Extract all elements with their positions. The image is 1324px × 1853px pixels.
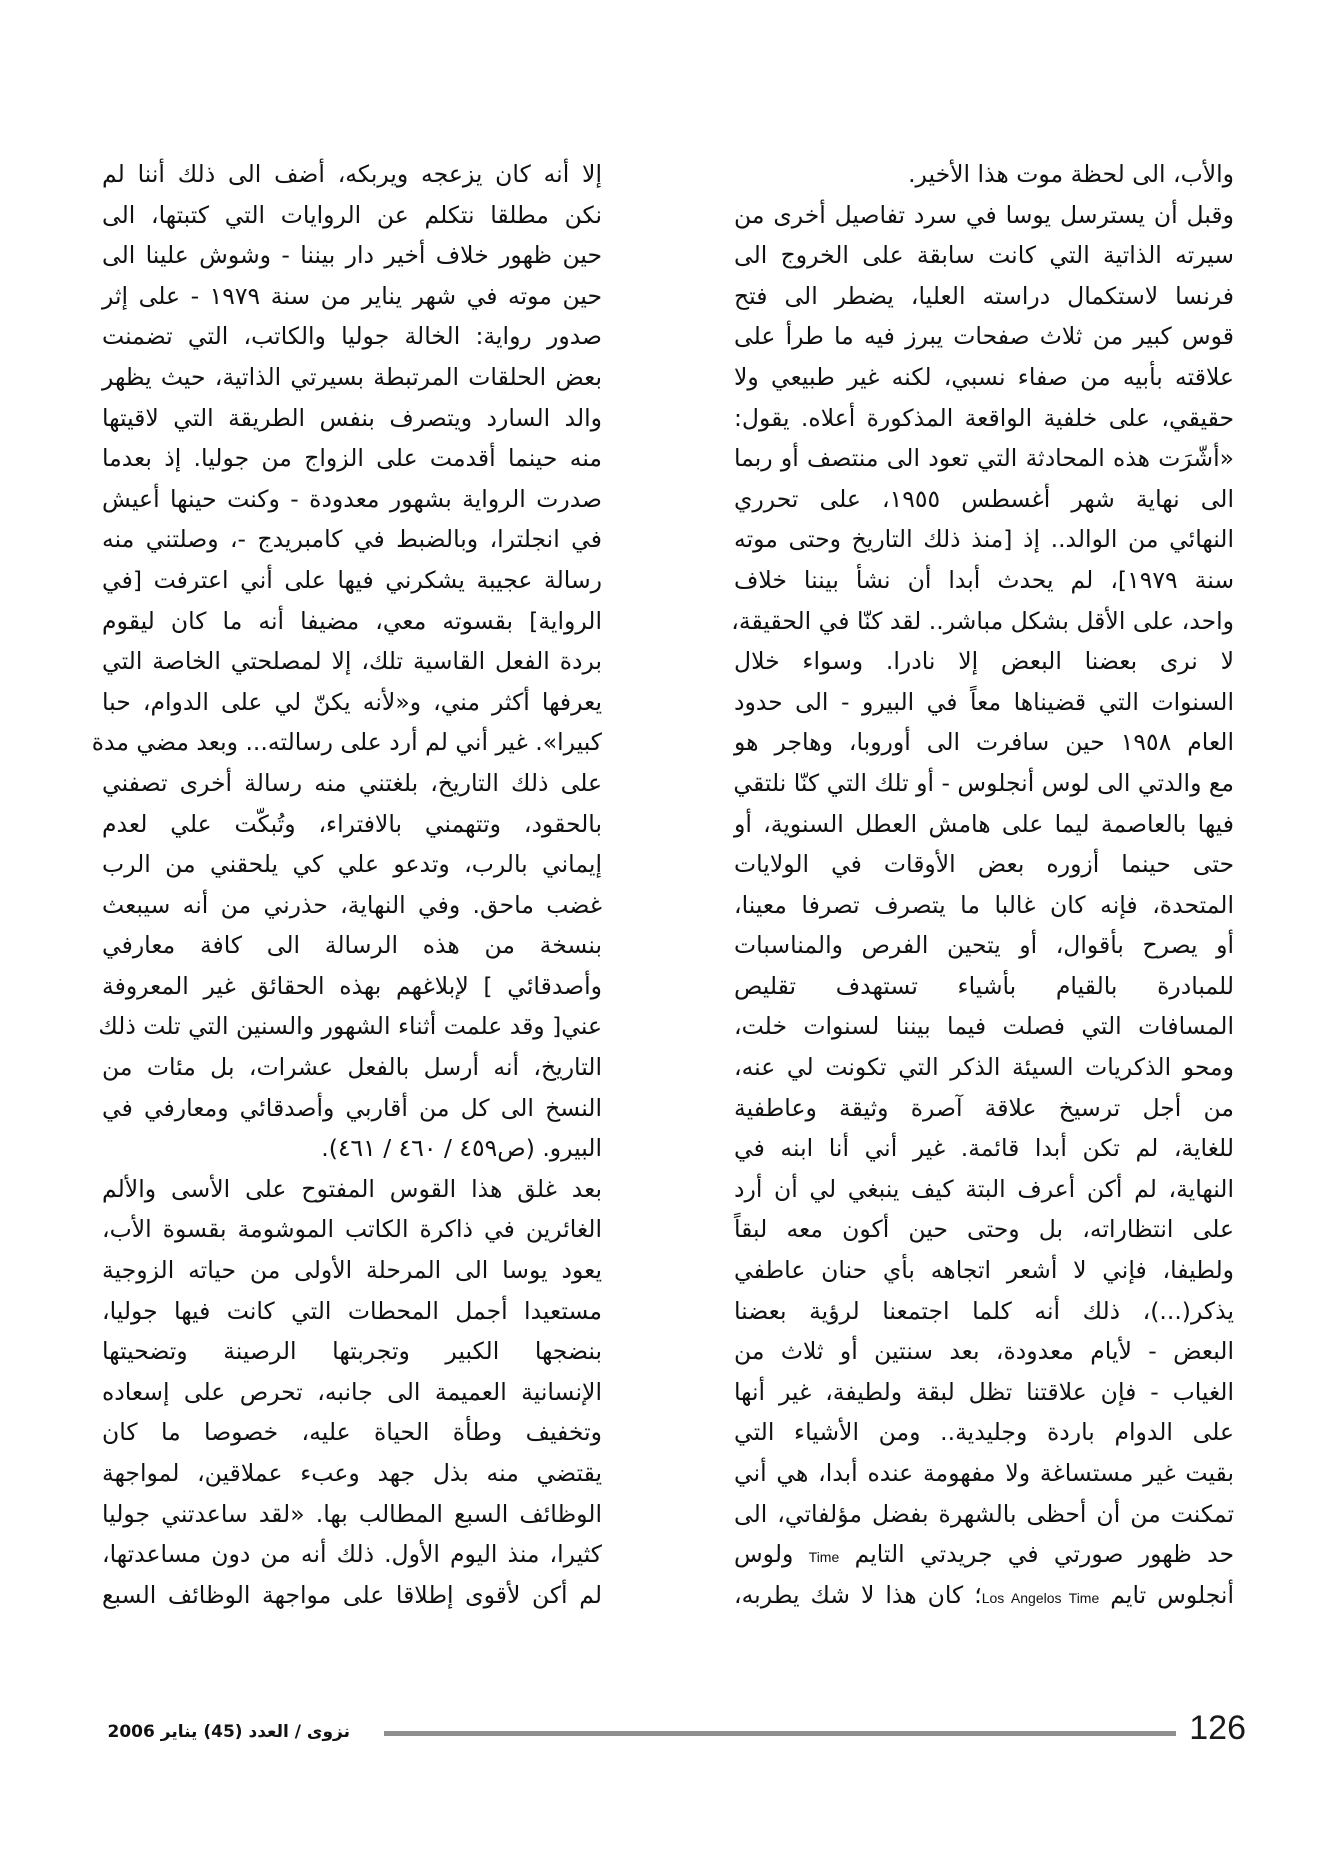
text-line: «أشّرَت هذه المحادثة التي تعود الى منتصف أو ربما — [734, 444, 1234, 473]
text-line: حقيقي، على خلفية الواقعة المذكورة أعلاه. يقول: — [734, 403, 1234, 432]
latin-term: Los Angelos Time — [981, 1589, 1100, 1606]
text-line: حين ظهور خلاف أخير دار بيننا - وشوش علينا الى — [102, 241, 602, 270]
text-line: على ذلك التاريخ، بلغتني منه رسالة أخرى تصفني — [102, 768, 602, 797]
text-line-mixed — [734, 1575, 1234, 1616]
text-line: سيرته الذاتية التي كانت سابقة على الخروج الى — [734, 241, 1234, 270]
text-line: والد السارد ويتصرف بنفس الطريقة التي لاقيتها — [102, 403, 602, 432]
text-line: يعرفها أكثر مني، و«لأنه يكنّ لي على الدوام، حبا — [102, 687, 602, 716]
text-line: مستعيدا أجمل المحطات التي كانت فيها جوليا، — [102, 1296, 602, 1325]
footer-issue-label: نزوى / العدد (45) يناير 2006 — [107, 1722, 350, 1742]
text-line: الى نهاية شهر أغسطس ١٩٥٥، على تحرري — [734, 484, 1234, 513]
text-line: وأصدقائي ] لإبلاغهم بهذه الحقائق غير المعروفة — [102, 971, 602, 1000]
arabic-text: ؛ كان هذا لا شك يطربه، — [734, 1580, 982, 1609]
text-line: يذكر(...)، ذلك أنه كلما اجتمعنا لرؤية بعضنا — [734, 1296, 1234, 1325]
text-line: للغاية، لم تكن أبدا قائمة. غير أني أنا ابنه في — [734, 1134, 1234, 1163]
text-line: على انتظاراته، بل وحتى حين أكون معه لبقاً — [734, 1215, 1234, 1244]
text-line: البعض - لأيام معدودة، بعد سنتين أو ثلاث من — [734, 1337, 1234, 1366]
text-line: الإنسانية العميمة الى جانبه، تحرص على إسعاده — [102, 1377, 602, 1406]
footer-divider — [384, 1731, 1176, 1736]
text-line: النهائي من الوالد.. إذ [منذ ذلك التاريخ وحتى موته — [734, 525, 1234, 554]
text-line: العام ١٩٥٨ حين سافرت الى أوروبا، وهاجر هو — [734, 728, 1234, 757]
text-column-left — [91, 154, 602, 1615]
text-line: بنسخة من هذه الرسالة الى كافة معارفي — [102, 931, 602, 960]
text-line: واحد، على الأقل بشكل مباشر.. لقد كنّا في الحقيقة، — [731, 606, 1234, 635]
text-line: الغائرين في ذاكرة الكاتب الموشومة بقسوة الأب، — [102, 1215, 602, 1244]
text-line: غضب ماحق. وفي النهاية، حذرني من أنه سيبعث — [102, 890, 602, 919]
text-line: للمبادرة بالقيام بأشياء تستهدف تقليص — [734, 971, 1234, 1000]
text-line: تمكنت من أن أحظى بالشهرة بفضل مؤلفاتي، الى — [734, 1499, 1234, 1528]
text-line: بالحقود، وتتهمني بالافتراء، وتُبكّت علي لعدم — [102, 809, 602, 838]
text-line: عني[ وقد علمت أثناء الشهور والسنين التي تلت ذلك — [98, 1012, 602, 1041]
text-line: رسالة عجيبة يشكرني فيها على أني اعترفت [في — [102, 565, 602, 594]
latin-term: Time — [808, 1549, 840, 1566]
text-line: ولطيفا، فإني لا أشعر اتجاهه بأي حنان عاطفي — [734, 1256, 1234, 1285]
text-line: حين موته في شهر يناير من سنة ١٩٧٩ - على إثر — [102, 281, 602, 310]
text-line: علاقته بأبيه من صفاء نسبي، لكنه غير طبيعي ولا — [734, 362, 1234, 391]
text-line: منه حينما أقدمت على الزواج من جوليا. إذ بعدما — [102, 444, 602, 473]
text-line: كبيرا». غير أني لم أرد على رسالته... وبعد مضي مدة — [91, 728, 602, 757]
text-line: إيماني بالرب، وتدعو علي كي يلحقني من الرب — [102, 850, 602, 879]
text-line: المسافات التي فصلت فيما بيننا لسنوات خلت، — [734, 1012, 1234, 1041]
text-line: كثيرا، منذ اليوم الأول. ذلك أنه من دون مساعدتها، — [102, 1540, 602, 1569]
text-line: بنضجها الكبير وتجربتها الرصينة وتضحيتها — [102, 1337, 602, 1366]
text-line: فرنسا لاستكمال دراسته العليا، يضطر الى فتح — [734, 281, 1234, 310]
text-line: بعد غلق هذا القوس المفتوح على الأسى والألم — [102, 1174, 602, 1203]
text-line: يعود يوسا الى المرحلة الأولى من حياته الزوجية — [102, 1256, 602, 1285]
text-line: أو يصرح بأقوال، أو يتحين الفرص والمناسبات — [734, 931, 1234, 960]
text-line: حتى حينما أزوره بعض الأوقات في الولايات — [734, 850, 1234, 879]
text-line: الوظائف السبع المطالب بها. «لقد ساعدتني جوليا — [102, 1499, 602, 1528]
text-line: سنة ١٩٧٩]، لم يحدث أبدا أن نشأ بيننا خلاف — [734, 565, 1235, 594]
text-line: النسخ الى كل من أقاربي وأصدقائي ومعارفي في — [102, 1093, 602, 1122]
text-line: ومحو الذكريات السيئة الذكر التي تكونت لي عنه، — [734, 1053, 1234, 1082]
page-number: 126 — [1189, 1709, 1246, 1747]
text-line: والأب، الى لحظة موت هذا الأخير. — [908, 160, 1234, 188]
text-line: لم أكن لأقوى إطلاقا على مواجهة الوظائف السبع — [102, 1580, 602, 1609]
text-line: قوس كبير من ثلاث صفحات يبرز فيه ما طرأ على — [734, 322, 1234, 351]
text-line: على الدوام باردة وجليدية.. ومن الأشياء التي — [734, 1418, 1234, 1447]
text-line: مع والدتي الى لوس أنجلوس - أو تلك التي كنّا نلتقي — [733, 768, 1234, 797]
text-line: المتحدة، فإنه كان غالبا ما يتصرف تصرفا معينا، — [734, 890, 1234, 919]
text-line: صدور رواية: الخالة جوليا والكاتب، التي تضمنت — [102, 322, 602, 351]
text-line: النهاية، لم أكن أعرف البتة كيف ينبغي لي أن أرد — [734, 1174, 1234, 1203]
text-line: وقبل أن يسترسل يوسا في سرد تفاصيل أخرى من — [734, 200, 1234, 229]
text-line: بردة الفعل القاسية تلك، إلا لمصلحتي الخاصة التي — [102, 647, 602, 676]
text-line: البيرو. (ص٤٥٩ / ٤٦٠ / ٤٦١). — [321, 1134, 602, 1163]
text-line: السنوات التي قضيناها معاً في البيرو - الى حدود — [734, 687, 1234, 716]
text-line: بعض الحلقات المرتبطة بسيرتي الذاتية، حيث يظهر — [102, 362, 602, 391]
text-line: إلا أنه كان يزعجه ويربكه، أضف الى ذلك أننا لم — [102, 160, 602, 188]
text-line: بقيت غير مستساغة ولا مفهومة عنده أبدا، هي أني — [734, 1459, 1234, 1487]
text-line: فيها بالعاصمة ليما على هامش العطل السنوية، أو — [734, 809, 1234, 838]
text-line: نكن مطلقا نتكلم عن الروايات التي كتبتها، الى — [102, 200, 602, 229]
text-line: الرواية] بقسوته معي، مضيفا أنه ما كان ليقوم — [102, 606, 602, 635]
arabic-text: أنجلوس تايم — [1110, 1580, 1234, 1609]
text-column-right — [731, 154, 1235, 1615]
text-line: من أجل ترسيخ علاقة آصرة وثيقة وعاطفية — [734, 1093, 1234, 1122]
text-line: لا نرى بعضنا البعض إلا نادرا. وسواء خلال — [734, 647, 1234, 676]
arabic-text: ولوس — [734, 1540, 794, 1569]
text-line-mixed — [734, 1534, 1234, 1575]
arabic-text: حد ظهور صورتي في جريدتي التايم — [854, 1540, 1234, 1569]
text-line: صدرت الرواية بشهور معدودة - وكنت حينها أعيش — [102, 484, 602, 513]
text-line: وتخفيف وطأة الحياة عليه، خصوصا ما كان — [102, 1418, 602, 1447]
text-line: في انجلترا، وبالضبط في كامبريدج -، وصلتني منه — [102, 525, 602, 554]
text-line: التاريخ، أنه أرسل بالفعل عشرات، بل مئات من — [102, 1053, 602, 1082]
text-line: الغياب - فإن علاقتنا تظل لبقة ولطيفة، غير أنها — [734, 1377, 1234, 1406]
text-line: يقتضي منه بذل جهد وعبء عملاقين، لمواجهة — [102, 1459, 602, 1487]
